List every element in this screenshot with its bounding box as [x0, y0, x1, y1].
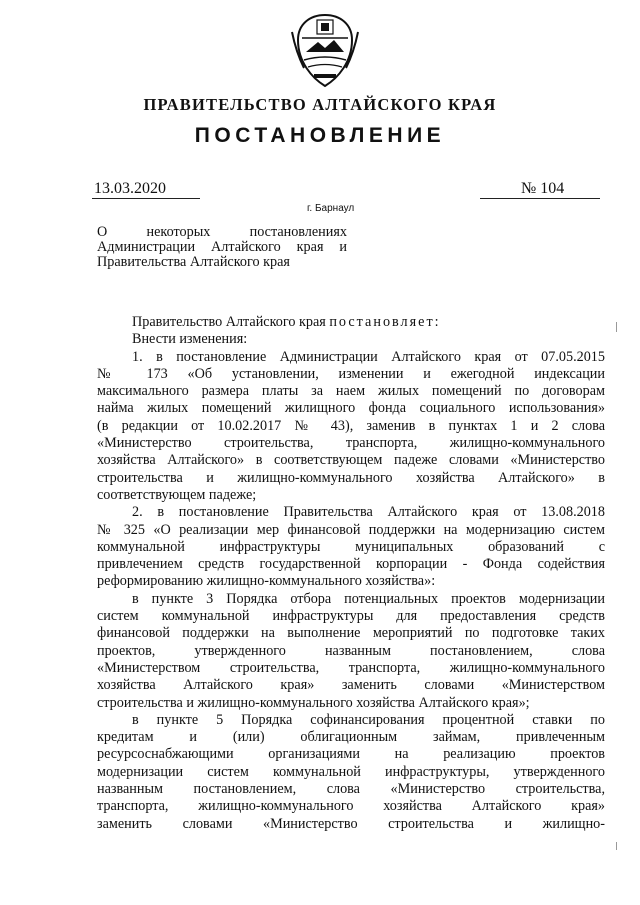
body-line: хозяйства Алтайского края» заменить словами «Министерством [97, 677, 605, 694]
body-line: заменить словами «Министерство строительства и жилищно- [97, 815, 605, 832]
body-line: коммунальной инфраструктуры муниципальных образований с [97, 538, 605, 555]
subject-line: Правительства Алтайского края [97, 254, 290, 270]
body-lines [97, 331, 605, 833]
body-line: строительства и жилищно-коммунального хозяйства Алтайского края»; [97, 694, 530, 711]
body-line: строительства и жилищно-коммунального хозяйства Алтайского» в [97, 469, 605, 486]
body-line: реформированию жилищно-коммунального хозяйства»: [97, 573, 436, 590]
body-line: соответствующем падеже; [97, 486, 257, 503]
number-underline [480, 198, 600, 199]
body-line: «Министерством строительства, транспорта, жилищно-коммунального [97, 659, 605, 676]
body-line: привлечением средств государственной корпорации - Фонда содействия [97, 556, 605, 573]
body-line: финансовой поддержки на выполнение мероприятий по подготовке таких [97, 625, 605, 642]
subject-line: Администрации Алтайского края и [97, 239, 347, 255]
body-line: № 325 «О реализации мер финансовой поддержки на модернизацию систем [97, 521, 605, 538]
body-line: 2. в постановление Правительства Алтайского края от 13.08.2018 [132, 504, 605, 521]
body-line: максимального размера платы за наем жилых помещений по договорам [97, 383, 605, 400]
body-line: № 173 «Об установлении, изменении и ежегодной индексации [97, 365, 605, 382]
document-date: 13.03.2020 [94, 180, 166, 197]
subject-line: О некоторых постановлениях [97, 224, 347, 240]
body-line: транспорта, жилищно-коммунального хозяйства Алтайского края» [97, 798, 605, 815]
body-line: 1. в постановление Администрации Алтайского края от 07.05.2015 [132, 348, 605, 365]
body-line: ресурсоснабжающими организациями на реализацию проектов [97, 746, 605, 763]
document-body [97, 314, 605, 833]
body-line: (в редакции от 10.02.2017 № 43), заменив в пунктах 1 и 2 слова [97, 417, 605, 434]
date-underline [92, 198, 200, 199]
body-line: в пункте 5 Порядка софинансирования процентной ставки по [132, 711, 605, 728]
margin-mark [616, 842, 617, 850]
margin-mark [616, 322, 617, 332]
organization-heading: ПРАВИТЕЛЬСТВО АЛТАЙСКОГО КРАЯ [143, 95, 497, 114]
preamble-line [97, 314, 605, 331]
body-line: Внести изменения: [132, 331, 248, 348]
body-line: систем коммунальной инфраструктуры для предоставления средств [97, 608, 605, 625]
document-subject [97, 225, 347, 270]
body-line: хозяйства Алтайского» в соответствующем падеже словами «Министерство [97, 452, 605, 469]
document-type-heading: ПОСТАНОВЛЕНИЕ [194, 124, 446, 147]
body-line: найма жилых помещений жилищного фонда социального использования» [97, 400, 605, 417]
body-line: модернизации систем коммунальной инфраструктуры, утвержденного [97, 763, 605, 780]
body-line: «Министерство строительства, транспорта, жилищно-коммунального [97, 435, 605, 452]
body-line: в пункте 3 Порядка отбора потенциальных проектов модернизации [132, 590, 605, 607]
body-line: кредитам и (или) облигационным займам, привлеченным [97, 729, 605, 746]
coat-of-arms-emblem [290, 12, 360, 90]
body-line: названным постановлением, слова «Министерство строительства, [97, 781, 605, 798]
city-label: г. Барнаул [307, 203, 355, 214]
preamble-action: постановляет: [329, 314, 441, 330]
document-number: № 104 [521, 180, 565, 197]
preamble-lead: Правительство Алтайского края [132, 314, 330, 330]
body-line: проектов, утвержденного названным постановлением, слова [97, 642, 605, 659]
